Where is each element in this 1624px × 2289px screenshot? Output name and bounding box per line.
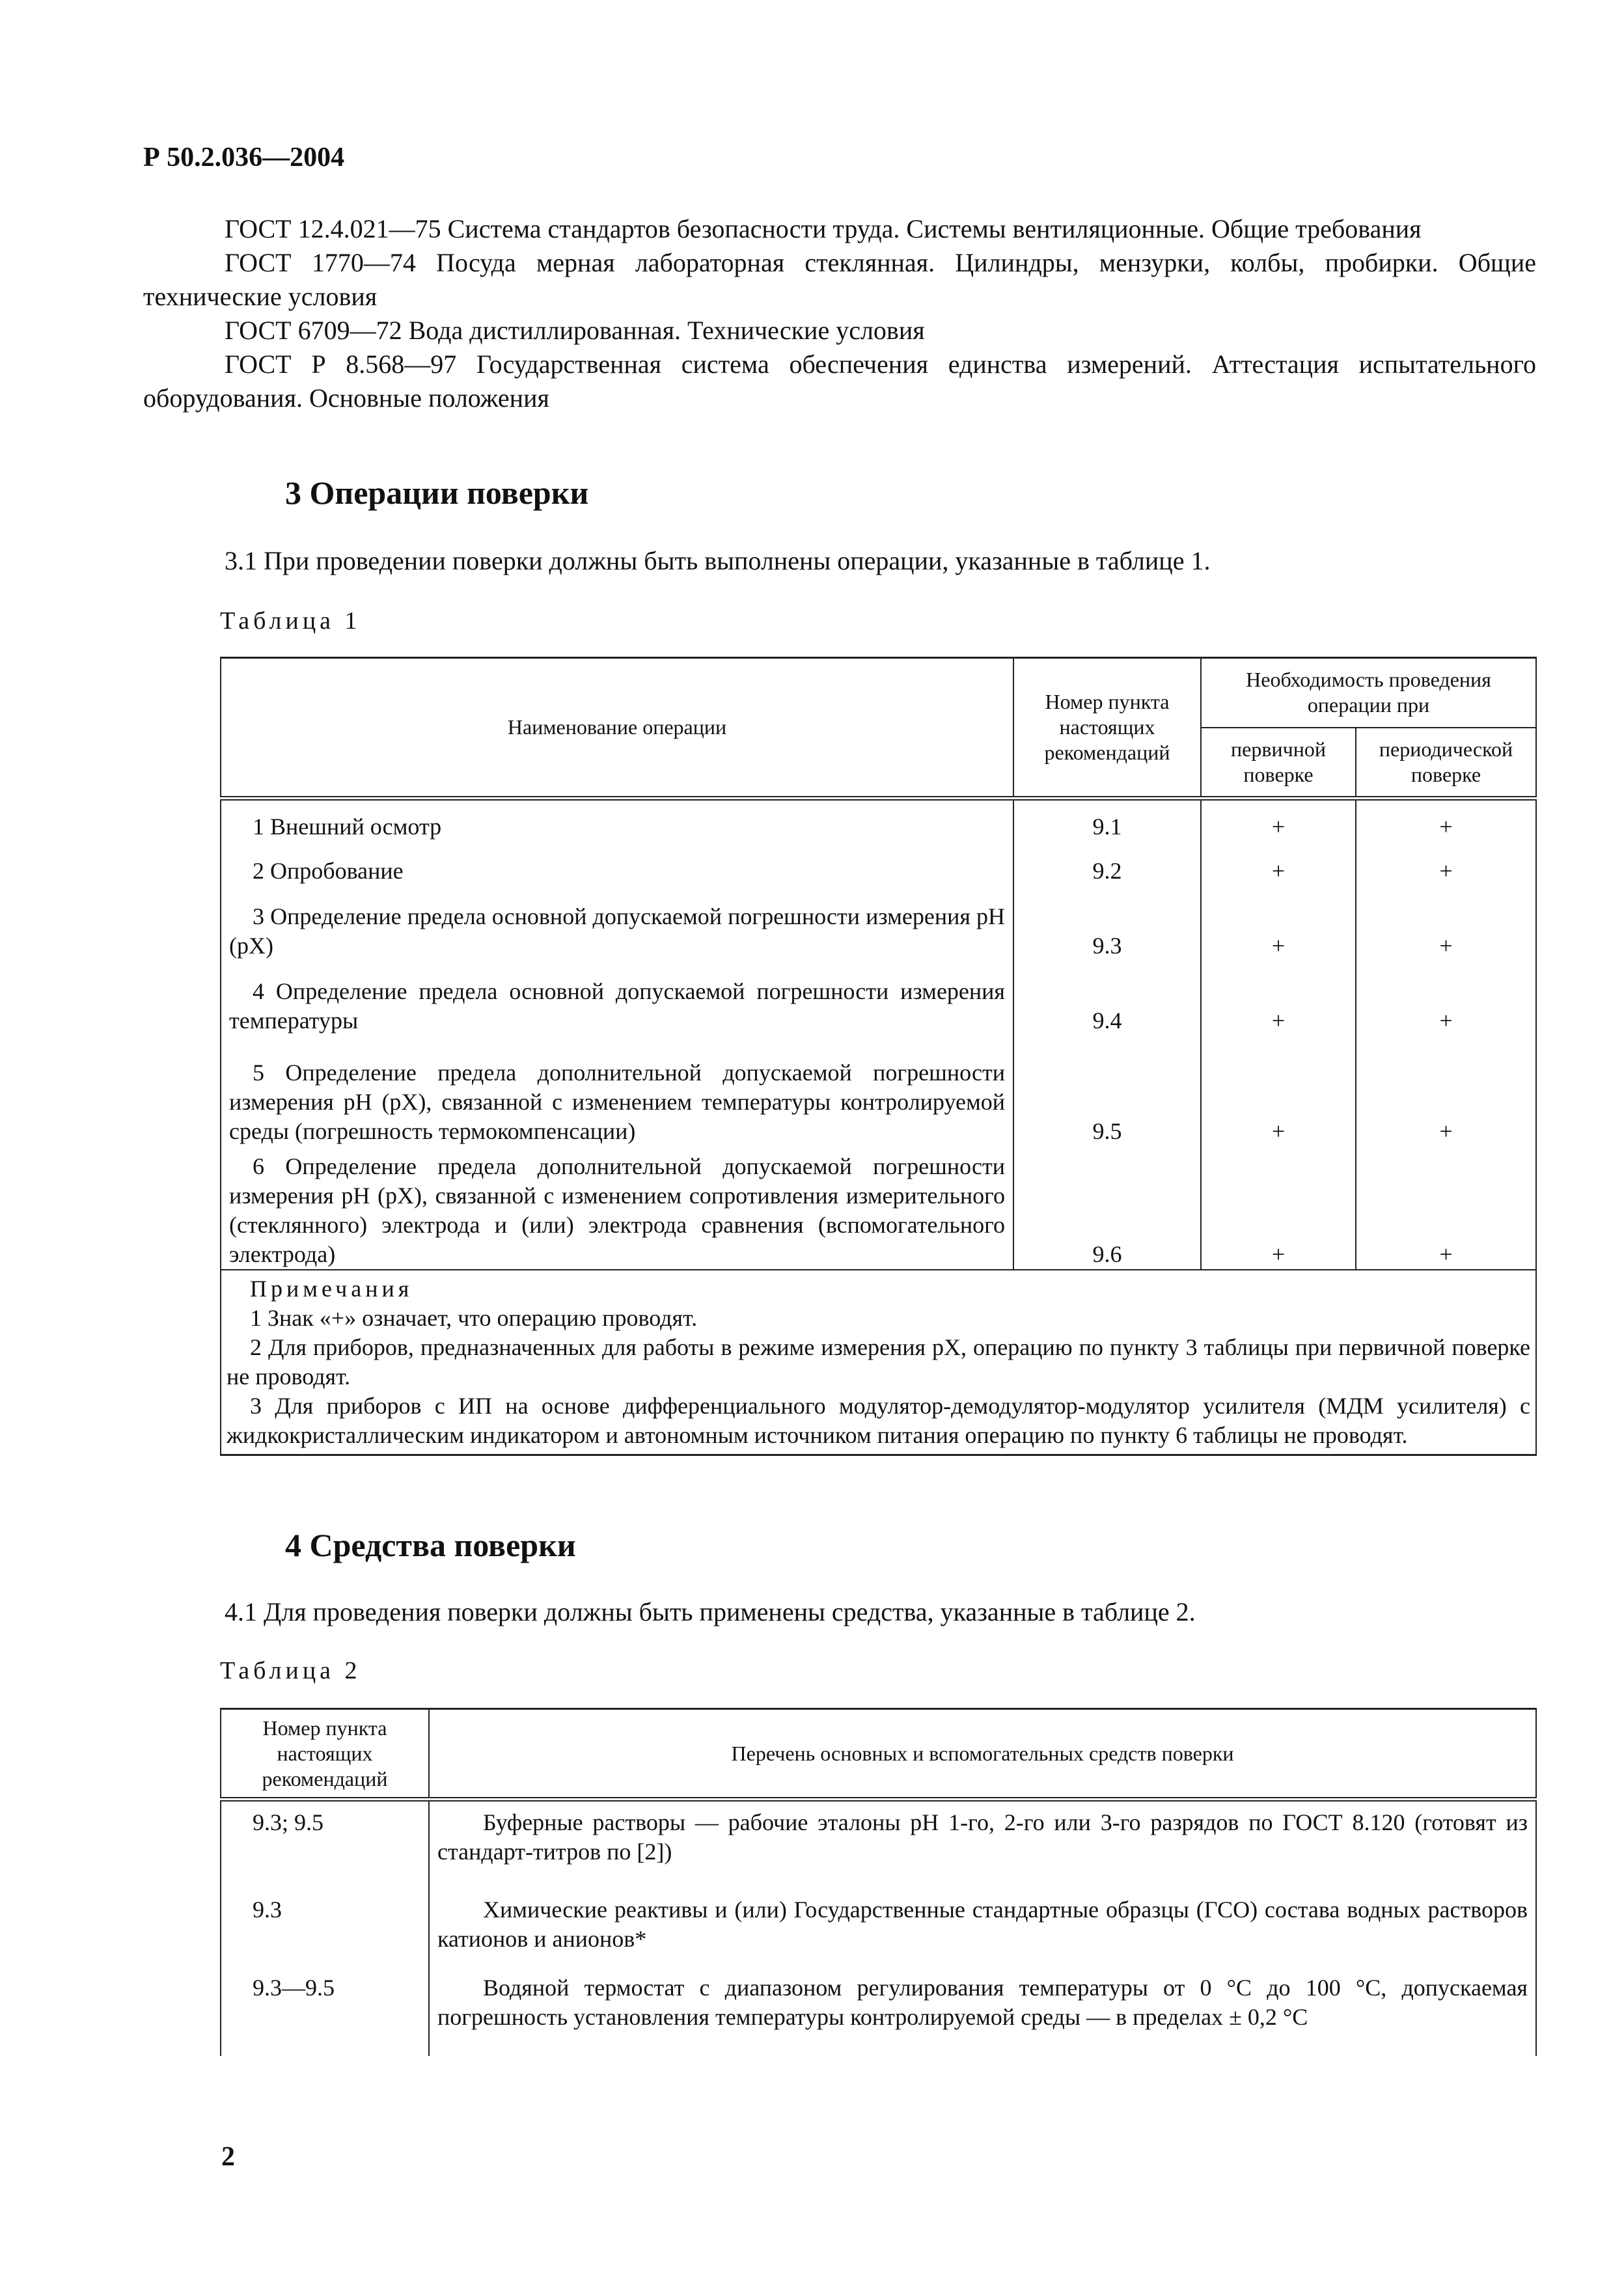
operation-name: 3 Определение предела основной допускаемой погрешности измерения pH (pX)	[221, 886, 1013, 961]
note-item: 1 Знак «+» означает, что операцию проводят.	[250, 1304, 698, 1331]
document-code: Р 50.2.036—2004	[143, 143, 345, 172]
clause-number: 9.3	[221, 1889, 429, 1967]
reference-item: ГОСТ Р 8.568—97 Государственная система обеспечения единства измерений. Аттестация испытательного оборудования. Основные положения	[143, 350, 1536, 413]
header-clause-number: Номер пункта настоящих рекомендаций	[1013, 658, 1201, 799]
table-row	[221, 842, 1536, 886]
page-number: 2	[221, 2142, 235, 2172]
table-notes	[221, 1270, 1536, 1455]
table-2-caption: Таблица 2	[220, 1657, 361, 1684]
paragraph-4-1: 4.1 Для проведения поверки должны быть применены средства, указанные в таблице 2.	[225, 1597, 1196, 1626]
periodic-mark: +	[1356, 886, 1536, 961]
table-1-caption: Таблица 1	[220, 607, 361, 635]
section-3-heading: 3 Операции поверки	[285, 474, 589, 511]
table-row	[221, 1967, 1536, 2056]
paragraph-3-1: 3.1 При проведении поверки должны быть выполнены операции, указанные в таблице 1.	[225, 546, 1211, 575]
clause-number: 9.3; 9.5	[221, 1800, 429, 1889]
clause-number: 9.1	[1013, 799, 1201, 842]
primary-mark: +	[1201, 1035, 1356, 1146]
table-row	[221, 1146, 1536, 1270]
reference-item: ГОСТ 1770—74 Посуда мерная лабораторная стеклянная. Цилиндры, мензурки, колбы, пробирки. Общие технические условия	[143, 248, 1536, 311]
reference-item: ГОСТ 12.4.021—75 Система стандартов безопасности труда. Системы вентиляционные. Общие требования	[225, 214, 1422, 243]
operation-name: 6 Определение предела дополнительной допускаемой погрешности измерения pH (pX), связанной с изменением сопротивления измерительного (стеклянного) электрода и (или) электрода сравнения (вспомогательного электрода)	[221, 1146, 1013, 1270]
primary-mark: +	[1201, 961, 1356, 1035]
periodic-mark: +	[1356, 799, 1536, 842]
table-row	[221, 1035, 1536, 1146]
header-periodic: периодической поверке	[1356, 728, 1536, 799]
operations-table	[220, 657, 1537, 1456]
means-description: Водяной термостат с диапазоном регулирования температуры от 0 °С до 100 °С, допускаемая погрешность установления температуры контролируемой среды — в пределах ± 0,2 °С	[429, 1967, 1536, 2056]
means-description: Химические реактивы и (или) Государственные стандартные образцы (ГСО) состава водных растворов катионов и анионов*	[429, 1889, 1536, 1967]
verification-means-table	[220, 1708, 1537, 2056]
header-means-list: Перечень основных и вспомогательных средств поверки	[429, 1709, 1536, 1800]
operation-name: 5 Определение предела дополнительной допускаемой погрешности измерения pH (pX), связанной с изменением температуры контролируемой среды (погрешность термокомпенсации)	[221, 1035, 1013, 1146]
header-operation-name: Наименование операции	[221, 658, 1013, 799]
clause-number: 9.2	[1013, 842, 1201, 886]
periodic-mark: +	[1356, 842, 1536, 886]
header-necessity: Необходимость проведения операции при	[1201, 658, 1536, 728]
normative-references	[143, 212, 1536, 415]
note-item: 3 Для приборов с ИП на основе дифференциального модулятор-демодулятор-модулятор усилителя (МДМ усилителя) с жидкокристаллическим индикатором и автономным источником питания операцию по пункту 6 таблицы не проводят.	[227, 1392, 1530, 1448]
table-row	[221, 961, 1536, 1035]
primary-mark: +	[1201, 842, 1356, 886]
section-4-heading: 4 Средства поверки	[285, 1527, 576, 1563]
operation-name: 2 Опробование	[221, 842, 1013, 886]
header-primary: первичной поверке	[1201, 728, 1356, 799]
clause-number: 9.5	[1013, 1035, 1201, 1146]
primary-mark: +	[1201, 1146, 1356, 1270]
section-4-paragraph	[143, 1595, 1536, 1629]
periodic-mark: +	[1356, 1035, 1536, 1146]
primary-mark: +	[1201, 799, 1356, 842]
notes-title: Примечания	[250, 1275, 413, 1302]
reference-item: ГОСТ 6709—72 Вода дистиллированная. Технические условия	[225, 316, 925, 345]
periodic-mark: +	[1356, 961, 1536, 1035]
clause-number: 9.6	[1013, 1146, 1201, 1270]
table-row	[221, 1800, 1536, 1889]
table-row	[221, 799, 1536, 842]
primary-mark: +	[1201, 886, 1356, 961]
section-3-paragraph	[143, 544, 1536, 578]
clause-number: 9.3	[1013, 886, 1201, 961]
note-item: 2 Для приборов, предназначенных для работы в режиме измерения pX, операцию по пункту 3 таблицы при первичной поверке не проводят.	[227, 1334, 1530, 1390]
operation-name: 4 Определение предела основной допускаемой погрешности измерения температуры	[221, 961, 1013, 1035]
operation-name: 1 Внешний осмотр	[221, 799, 1013, 842]
clause-number: 9.4	[1013, 961, 1201, 1035]
means-description: Буферные растворы — рабочие эталоны pH 1-го, 2-го или 3-го разрядов по ГОСТ 8.120 (готовят из стандарт-титров по [2])	[429, 1800, 1536, 1889]
clause-number: 9.3—9.5	[221, 1967, 429, 2056]
table-row	[221, 886, 1536, 961]
table-row	[221, 1889, 1536, 1967]
periodic-mark: +	[1356, 1146, 1536, 1270]
header-clause-number: Номер пункта настоящих рекомендаций	[221, 1709, 429, 1800]
